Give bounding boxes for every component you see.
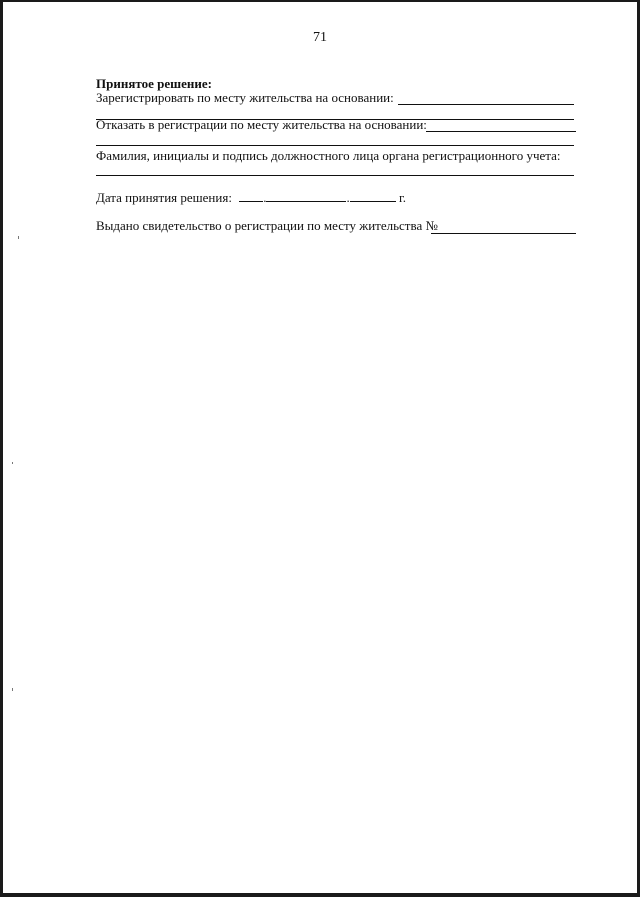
scan-speck	[18, 236, 19, 239]
scan-edge-left	[0, 0, 3, 897]
date-label: Дата принятия решения:	[96, 190, 232, 205]
refuse-basis-field[interactable]	[426, 131, 576, 132]
date-day-field[interactable]	[239, 190, 263, 202]
register-basis-field[interactable]	[398, 104, 574, 105]
decision-date-row	[96, 190, 406, 206]
scan-speck	[12, 462, 13, 464]
refuse-label: Отказать в регистрации по месту жительства на основании:	[96, 117, 427, 132]
refuse-basis-continuation[interactable]	[96, 145, 574, 146]
register-label: Зарегистрировать по месту жительства на основании:	[96, 90, 394, 105]
date-year-suffix: г.	[398, 190, 407, 205]
certificate-number-field[interactable]	[431, 233, 576, 234]
date-year-field[interactable]	[350, 190, 396, 202]
scan-speck	[12, 688, 13, 691]
page-number: 71	[313, 30, 327, 45]
decision-heading: Принятое решение:	[96, 76, 212, 91]
date-separator: .	[346, 190, 350, 205]
scan-edge-bottom	[0, 893, 640, 897]
date-month-field[interactable]	[266, 190, 346, 202]
official-signature-field[interactable]	[96, 175, 574, 176]
official-label: Фамилия, инициалы и подпись должностного лица органа регистрационного учета:	[96, 148, 561, 163]
date-separator: .	[263, 190, 267, 205]
scan-edge-top	[0, 0, 640, 2]
certificate-label: Выдано свидетельство о регистрации по месту жительства №	[96, 218, 438, 233]
